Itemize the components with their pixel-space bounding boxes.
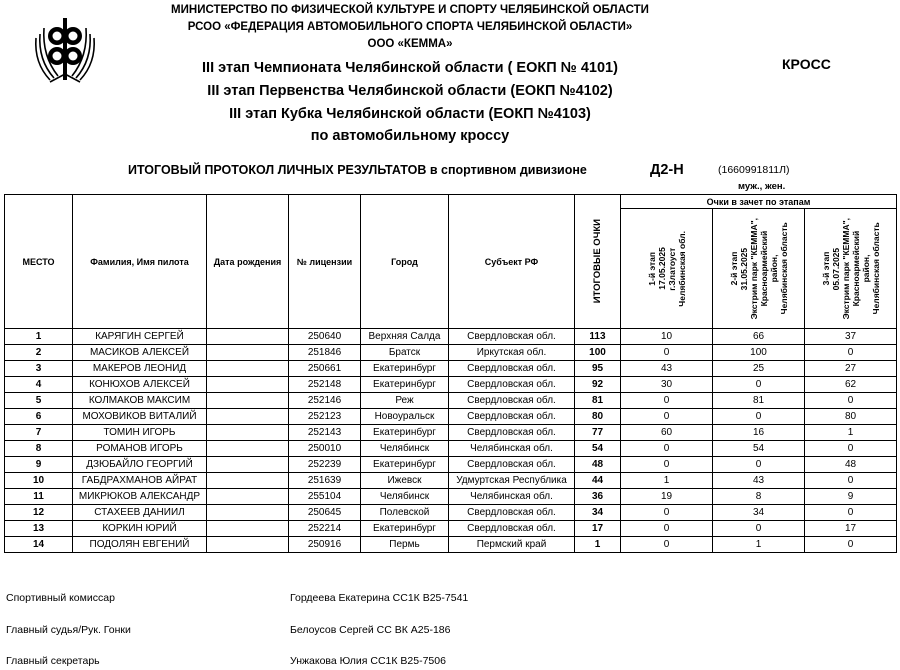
protocol-title: ИТОГОВЫЙ ПРОТОКОЛ ЛИЧНЫХ РЕЗУЛЬТАТОВ в спортивном дивизионе: [128, 163, 587, 177]
stage-2-cell: 16: [713, 425, 805, 441]
city-cell: Челябинск: [361, 441, 449, 457]
results-body: [5, 329, 897, 553]
region-cell: Свердловская обл.: [449, 329, 575, 345]
birth-cell: [207, 409, 289, 425]
stage-3-cell: 27: [805, 361, 897, 377]
place-cell: 13: [5, 521, 73, 537]
place-cell: 5: [5, 393, 73, 409]
stage-2-cell: 8: [713, 489, 805, 505]
region-cell: Челябинская обл.: [449, 489, 575, 505]
table-row: [5, 329, 897, 345]
name-cell: ПОДОЛЯН ЕВГЕНИЙ: [73, 537, 207, 553]
name-cell: МОХОВИКОВ ВИТАЛИЙ: [73, 409, 207, 425]
header-stage-3: [805, 209, 897, 329]
birth-cell: [207, 537, 289, 553]
license-cell: 252239: [289, 457, 361, 473]
stage-3-cell: 17: [805, 521, 897, 537]
federation-logo: [30, 8, 100, 88]
stage-2-cell: 54: [713, 441, 805, 457]
stage-3-cell: 48: [805, 457, 897, 473]
place-cell: 1: [5, 329, 73, 345]
signature-person-1: Гордеева Екатерина СС1К B25-7541: [290, 592, 469, 604]
birth-cell: [207, 521, 289, 537]
birth-cell: [207, 345, 289, 361]
place-cell: 3: [5, 361, 73, 377]
place-cell: 11: [5, 489, 73, 505]
total-cell: 44: [575, 473, 621, 489]
stage-1-cell: 0: [621, 505, 713, 521]
license-cell: 251639: [289, 473, 361, 489]
stage-2-cell: 0: [713, 521, 805, 537]
place-cell: 10: [5, 473, 73, 489]
total-cell: 1: [575, 537, 621, 553]
total-cell: 95: [575, 361, 621, 377]
stage-1-cell: 0: [621, 393, 713, 409]
city-cell: Полевской: [361, 505, 449, 521]
region-cell: Удмуртская Республика: [449, 473, 575, 489]
stage-1-cell: 0: [621, 537, 713, 553]
region-cell: Иркутская обл.: [449, 345, 575, 361]
name-cell: ТОМИН ИГОРЬ: [73, 425, 207, 441]
stage-3-cell: 0: [805, 441, 897, 457]
city-cell: Екатеринбург: [361, 361, 449, 377]
city-cell: Пермь: [361, 537, 449, 553]
table-row: [5, 393, 897, 409]
city-cell: Реж: [361, 393, 449, 409]
table-row: [5, 361, 897, 377]
license-cell: 250661: [289, 361, 361, 377]
name-cell: КОНЮХОВ АЛЕКСЕЙ: [73, 377, 207, 393]
stage-2-cell: 0: [713, 377, 805, 393]
birth-cell: [207, 441, 289, 457]
total-cell: 54: [575, 441, 621, 457]
region-cell: Челябинская обл.: [449, 441, 575, 457]
birth-cell: [207, 489, 289, 505]
signature-person-3: Унжакова Юлия СС1К B25-7506: [290, 655, 446, 667]
name-cell: КОЛМАКОВ МАКСИМ: [73, 393, 207, 409]
stage-1-cell: 0: [621, 441, 713, 457]
header-stage-3-label: 3-й этап 05.07.2025 Экстрим парк "КЕММА", Красноармейский район, Челябинская область: [820, 217, 881, 320]
total-cell: 34: [575, 505, 621, 521]
stage-2-cell: 100: [713, 345, 805, 361]
license-cell: 252214: [289, 521, 361, 537]
license-cell: 250010: [289, 441, 361, 457]
header-federation: РСОО «ФЕДЕРАЦИЯ АВТОМОБИЛЬНОГО СПОРТА ЧЕЛЯБИНСКОЙ ОБЛАСТИ»: [187, 21, 633, 33]
license-cell: 255104: [289, 489, 361, 505]
header-name: Фамилия, Имя пилота: [73, 195, 207, 329]
table-row: [5, 409, 897, 425]
place-cell: 2: [5, 345, 73, 361]
name-cell: РОМАНОВ ИГОРЬ: [73, 441, 207, 457]
stage-3-cell: 0: [805, 345, 897, 361]
total-cell: 17: [575, 521, 621, 537]
stage-3-cell: 62: [805, 377, 897, 393]
birth-cell: [207, 377, 289, 393]
header-total: [575, 195, 621, 329]
name-cell: МИКРЮКОВ АЛЕКСАНДР: [73, 489, 207, 505]
table-row: [5, 537, 897, 553]
stage-1-cell: 30: [621, 377, 713, 393]
region-cell: Свердловская обл.: [449, 361, 575, 377]
city-cell: Челябинск: [361, 489, 449, 505]
signature-role-2: Главный судья/Рук. Гонки: [6, 624, 131, 636]
header-stage-1-label: 1-й этап 17.05.2025 г.Златоуст Челябинская обл.: [646, 230, 687, 307]
place-cell: 8: [5, 441, 73, 457]
city-cell: Екатеринбург: [361, 457, 449, 473]
header-stage-2-label: 2-й этап 31.05.2025 Экстрим парк "КЕММА", Красноармейский район, Челябинская область: [728, 217, 789, 320]
total-cell: 80: [575, 409, 621, 425]
birth-cell: [207, 473, 289, 489]
region-cell: Свердловская обл.: [449, 377, 575, 393]
stage-3-cell: 0: [805, 505, 897, 521]
place-cell: 7: [5, 425, 73, 441]
table-row: [5, 505, 897, 521]
header-stage-2: [713, 209, 805, 329]
stage-3-cell: 37: [805, 329, 897, 345]
name-cell: МАСИКОВ АЛЕКСЕЙ: [73, 345, 207, 361]
table-row: [5, 521, 897, 537]
total-cell: 48: [575, 457, 621, 473]
stage-2-cell: 34: [713, 505, 805, 521]
place-cell: 6: [5, 409, 73, 425]
region-cell: Свердловская обл.: [449, 521, 575, 537]
stage-1-cell: 0: [621, 521, 713, 537]
license-cell: 250645: [289, 505, 361, 521]
header-championship: III этап Чемпионата Челябинской области ( ЕОКП № 4101): [202, 60, 618, 76]
stage-2-cell: 1: [713, 537, 805, 553]
header-stage-1: [621, 209, 713, 329]
division-code: (1660991811Л): [718, 164, 790, 176]
region-cell: Свердловская обл.: [449, 505, 575, 521]
license-cell: 252148: [289, 377, 361, 393]
results-table: [4, 194, 897, 553]
header-total-label: ИТОГОВЫЕ ОЧКИ: [592, 219, 603, 304]
name-cell: МАКЕРОВ ЛЕОНИД: [73, 361, 207, 377]
total-cell: 92: [575, 377, 621, 393]
name-cell: КОРКИН ЮРИЙ: [73, 521, 207, 537]
header-city: Город: [361, 195, 449, 329]
table-row: [5, 457, 897, 473]
stage-1-cell: 0: [621, 409, 713, 425]
city-cell: Братск: [361, 345, 449, 361]
stage-3-cell: 80: [805, 409, 897, 425]
header-stages-group: Очки в зачет по этапам: [621, 195, 897, 209]
total-cell: 81: [575, 393, 621, 409]
stage-1-cell: 43: [621, 361, 713, 377]
table-row: [5, 473, 897, 489]
stage-3-cell: 9: [805, 489, 897, 505]
total-cell: 36: [575, 489, 621, 505]
header-region: Субъект РФ: [449, 195, 575, 329]
license-cell: 252146: [289, 393, 361, 409]
table-row: [5, 489, 897, 505]
place-cell: 12: [5, 505, 73, 521]
region-cell: Свердловская обл.: [449, 393, 575, 409]
discipline-label: КРОСС: [782, 56, 831, 72]
stage-1-cell: 1: [621, 473, 713, 489]
name-cell: ГАБДРАХМАНОВ АЙРАТ: [73, 473, 207, 489]
name-cell: КАРЯГИН СЕРГЕЙ: [73, 329, 207, 345]
birth-cell: [207, 361, 289, 377]
license-cell: 250916: [289, 537, 361, 553]
name-cell: ДЗЮБАЙЛО ГЕОРГИЙ: [73, 457, 207, 473]
total-cell: 113: [575, 329, 621, 345]
header-birth: Дата рождения: [207, 195, 289, 329]
city-cell: Верхняя Салда: [361, 329, 449, 345]
header-ministry: МИНИСТЕРСТВО ПО ФИЗИЧЕСКОЙ КУЛЬТУРЕ И СПОРТУ ЧЕЛЯБИНСКОЙ ОБЛАСТИ: [171, 4, 649, 16]
stage-1-cell: 0: [621, 345, 713, 361]
city-cell: Екатеринбург: [361, 425, 449, 441]
license-cell: 252123: [289, 409, 361, 425]
header-first-stage: III этап Первенства Челябинской области (ЕОКП №4102): [207, 83, 613, 99]
birth-cell: [207, 393, 289, 409]
birth-cell: [207, 329, 289, 345]
city-cell: Ижевск: [361, 473, 449, 489]
stage-1-cell: 60: [621, 425, 713, 441]
stage-3-cell: 0: [805, 537, 897, 553]
header-discipline-name: по автомобильному кроссу: [310, 128, 510, 144]
header-company: ООО «КЕММА»: [367, 38, 453, 50]
region-cell: Пермский край: [449, 537, 575, 553]
gender-label: муж., жен.: [738, 181, 786, 192]
place-cell: 14: [5, 537, 73, 553]
stage-3-cell: 1: [805, 425, 897, 441]
place-cell: 4: [5, 377, 73, 393]
license-cell: 250640: [289, 329, 361, 345]
stage-3-cell: 0: [805, 473, 897, 489]
region-cell: Свердловская обл.: [449, 409, 575, 425]
name-cell: СТАХЕЕВ ДАНИИЛ: [73, 505, 207, 521]
region-cell: Свердловская обл.: [449, 457, 575, 473]
signature-role-3: Главный секретарь: [6, 655, 100, 667]
signature-role-1: Спортивный комиссар: [6, 592, 115, 604]
stage-2-cell: 81: [713, 393, 805, 409]
stage-1-cell: 19: [621, 489, 713, 505]
city-cell: Новоуральск: [361, 409, 449, 425]
stage-2-cell: 66: [713, 329, 805, 345]
header-cup: III этап Кубка Челябинской области (ЕОКП №4103): [229, 106, 591, 122]
stage-2-cell: 25: [713, 361, 805, 377]
place-cell: 9: [5, 457, 73, 473]
total-cell: 77: [575, 425, 621, 441]
stage-1-cell: 0: [621, 457, 713, 473]
birth-cell: [207, 457, 289, 473]
header-place: МЕСТО: [5, 195, 73, 329]
federation-emblem-icon: [30, 8, 100, 88]
license-cell: 252143: [289, 425, 361, 441]
division-label: Д2-Н: [650, 162, 684, 178]
stage-2-cell: 43: [713, 473, 805, 489]
table-row: [5, 441, 897, 457]
birth-cell: [207, 425, 289, 441]
stage-3-cell: 0: [805, 393, 897, 409]
table-row: [5, 377, 897, 393]
signature-person-2: Белоусов Сергей СС ВК А25-186: [290, 624, 451, 636]
city-cell: Екатеринбург: [361, 521, 449, 537]
header-license: № лицензии: [289, 195, 361, 329]
license-cell: 251846: [289, 345, 361, 361]
stage-2-cell: 0: [713, 409, 805, 425]
region-cell: Свердловская обл.: [449, 425, 575, 441]
table-row: [5, 345, 897, 361]
table-row: [5, 425, 897, 441]
stage-1-cell: 10: [621, 329, 713, 345]
total-cell: 100: [575, 345, 621, 361]
birth-cell: [207, 505, 289, 521]
city-cell: Екатеринбург: [361, 377, 449, 393]
stage-2-cell: 0: [713, 457, 805, 473]
